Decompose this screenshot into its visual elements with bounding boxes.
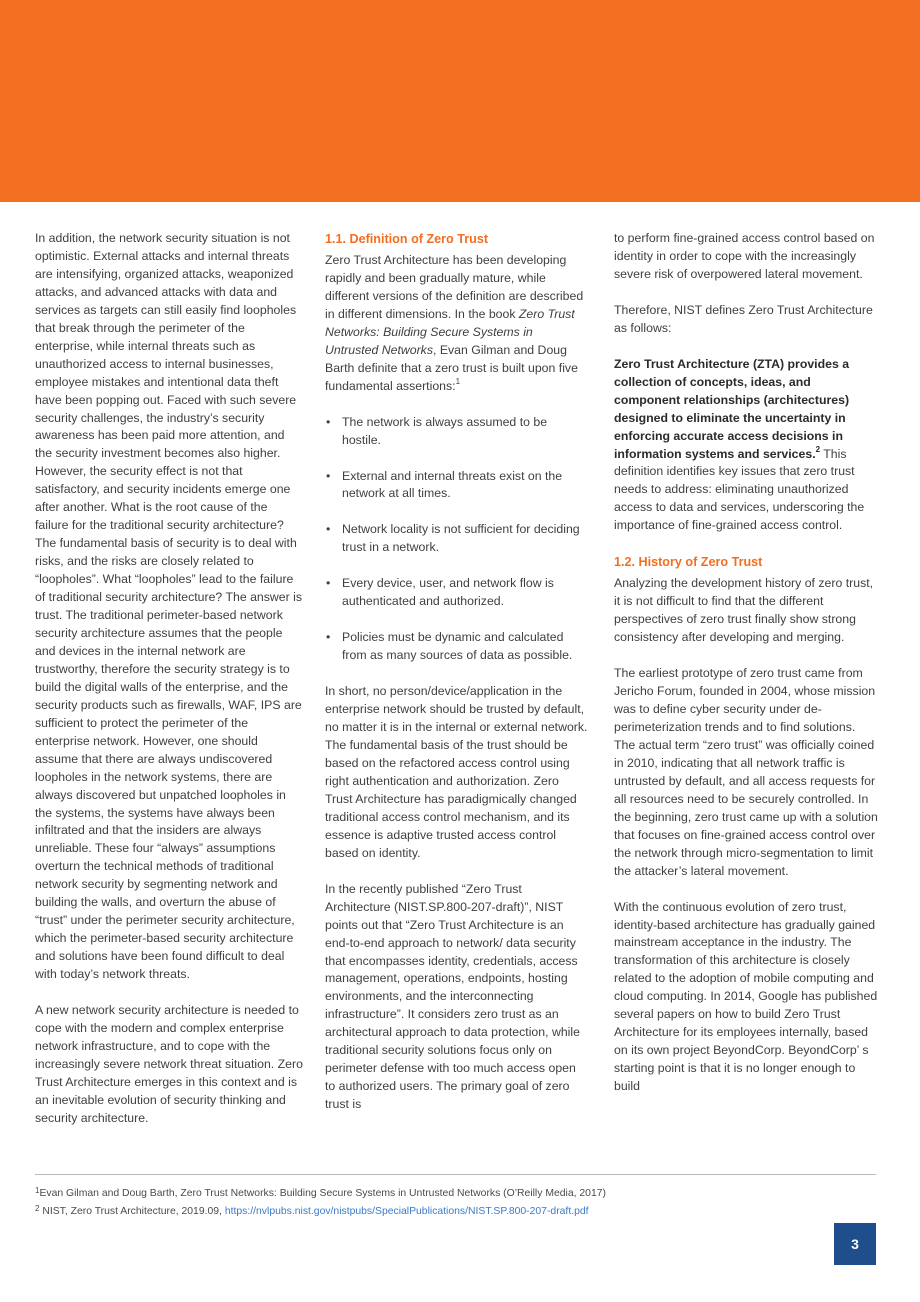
paragraph: In short, no person/device/application in the enterprise network should be trusted by default, no matter it is in the internal or external network. The fundamental basis of the trust should be based on the refactored access control using right authentication and authorization. Zero Trust Architecture has paradigmically changed traditional access control mechanism, and its essence is adaptive trusted access control based on identity. <box>325 684 588 860</box>
column-right <box>614 230 878 1114</box>
zta-definition: Zero Trust Architecture (ZTA) provides a collection of concepts, ideas, and component relationships (architectures) designed to eliminate the uncertainty in enforcing accurate access decisions in information systems and services. <box>614 356 850 461</box>
list-item: • Policies must be dynamic and calculated from as many sources of data as possible. <box>325 629 588 665</box>
paragraph: to perform fine-grained access control based on identity in order to cope with the increasingly severe risk of overpowered lateral movement. <box>614 231 875 281</box>
paragraph: The earliest prototype of zero trust came from Jericho Forum, founded in 2004, whose mission was to define cyber security under de-perimeterization trends and to find solutions. The actual term “zero trust” was officially coined in 2010, indicating that all network traffic is untrusted by default, and all access requests for all resources need to be securely controlled. In the beginning, zero trust came up with a solution that focuses on fine-grained access control over the network through micro-segmentation to limit the attacker’s lateral movement. <box>614 666 878 878</box>
assertion-list <box>325 414 588 666</box>
book-title: Zero Trust Networks: Building Secure Systems in Untrusted Networks <box>325 306 575 357</box>
nist-link[interactable]: https://nvlpubs.nist.gov/nistpubs/SpecialPublications/NIST.SP.800-207-draft.pdf <box>224 1206 589 1217</box>
footnote-1: $^1$Evan Gilman and Doug Barth, Zero Trust Networks: Building Secure Systems in Untrusted Networks (O’Reilly Media, 2017) <box>35 1186 606 1199</box>
column-middle <box>325 230 588 1132</box>
section-heading-history: 1.2. History of Zero Trust <box>614 555 763 570</box>
header-banner <box>0 0 920 202</box>
list-item: • The network is always assumed to be hostile. <box>325 414 588 450</box>
column-left <box>35 230 303 1146</box>
paragraph: A new network security architecture is needed to cope with the modern and complex enterprise network infrastructure, and to cope with the increasingly severe network threat situation. Zero Trust Architecture emerges in this context and is an inevitable evolution of security thinking and security architecture. <box>35 1003 303 1125</box>
page-number: 3 <box>834 1223 876 1265</box>
paragraph: Analyzing the development history of zero trust, it is not difficult to find that the different perspectives of zero trust finally show strong consistency after developing and merging. <box>614 576 874 645</box>
list-item: • Network locality is not sufficient for deciding trust in a network. <box>325 521 588 557</box>
list-item: • External and internal threats exist on the network at all times. <box>325 468 588 504</box>
paragraph: In addition, the network security situation is not optimistic. External attacks and internal threats are intensifying, organized attacks, weaponized attacks, and advanced attacks with data and services as targets can still easily find loopholes that break through the perimeter of the enterprise, while internal threats such as unauthorized access to internal businesses, employee mistakes and intentional data theft have been popping out. Faced with such severe security challenges, the industry’s security awareness has been paid more attention, and the security investment becomes also higher. However, the security effect is not that satisfactory, and security incidents emerge one after another. What is the root cause of the failure for the traditional security architecture? The fundamental basis of security is to deal with risks, and the risks are closely related to “loopholes”. What “loopholes” lead to the failure of traditional security architecture? The answer is trust. The traditional perimeter-based network security architecture assumes that the people and devices in the internal network are trustworthy, therefore the security strategy is to build the digital walls of the enterprise, and the security products such as firewalls, WAF, IPS are sufficient to protect the perimeter of the enterprise network. However, one should assume that there are always undiscovered loopholes in the network systems, there are always discovered but unpatched loopholes in the systems, the systems have always been infiltrated and that the insiders are always unreliable. These four “always” assumptions overturn the technical methods of traditional network security by segmenting network and building the walls, and overturn the abuse of “trust” under the perimeter security architecture, which the perimeter-based security architecture and solutions have been found difficult to deal with today’s network threats. <box>35 231 303 982</box>
footnote-2: $^2$ NIST, Zero Trust Architecture, 2019.09, https://nvlpubs.nist.gov/nistpubs/SpecialPublications/NIST.SP.800-207-draft.pdf <box>35 1204 589 1217</box>
footnote-ref-2: 2 <box>815 444 821 454</box>
paragraph: Therefore, NIST defines Zero Trust Architecture as follows: <box>614 302 873 335</box>
paragraph: In the recently published “Zero Trust Architecture (NIST.SP.800-207-draft)”, NIST points out that “Zero Trust Architecture is an end-to-end approach to network/ data security that encompasses identity, credentials, access management, operations, endpoints, hosting environments, and the interconnecting infrastructure”. It considers zero trust as an architectural approach to data protection, while traditional security solutions focus only on perimeter defense with too much access open to authorized users. The primary goal of zero trust is <box>325 881 580 1112</box>
footnote-divider <box>35 1174 876 1175</box>
footnote-ref-1: 1 <box>455 376 461 386</box>
list-item: • Every device, user, and network flow is authenticated and authorized. <box>325 575 588 611</box>
paragraph-intro: Zero Trust Architecture has been developing rapidly and been gradually mature, while different versions of the definition are described in different dimensions. In the book Zero Trust Networks: Building Secure Systems in Untrusted Networks, Evan Gilman and Doug Barth definite that a zero trust is built upon five fundamental assertions:$^1$ <box>325 253 584 393</box>
paragraph: With the continuous evolution of zero trust, identity-based architecture has gradually gained mainstream acceptance in the industry. The transformation of this architecture is closely related to the adoption of mobile computing and cloud computing. In 2014, Google has published several papers on how to build Zero Trust Architecture for its employees internally, based on its own project BeyondCorp. BeyondCorp’ s starting point is that it is no longer enough to build <box>614 899 878 1094</box>
section-heading-definition: 1.1. Definition of Zero Trust <box>325 232 489 246</box>
definition-paragraph: Zero Trust Architecture (ZTA) provides a collection of concepts, ideas, and component relationships (architectures) designed to eliminate the uncertainty in enforcing accurate access decisions in information systems and services.$^2$ This definition identifies key issues that zero trust needs to address: eliminating unauthorized access to data and services, underscoring the importance of fine-grained access control. <box>614 356 865 533</box>
